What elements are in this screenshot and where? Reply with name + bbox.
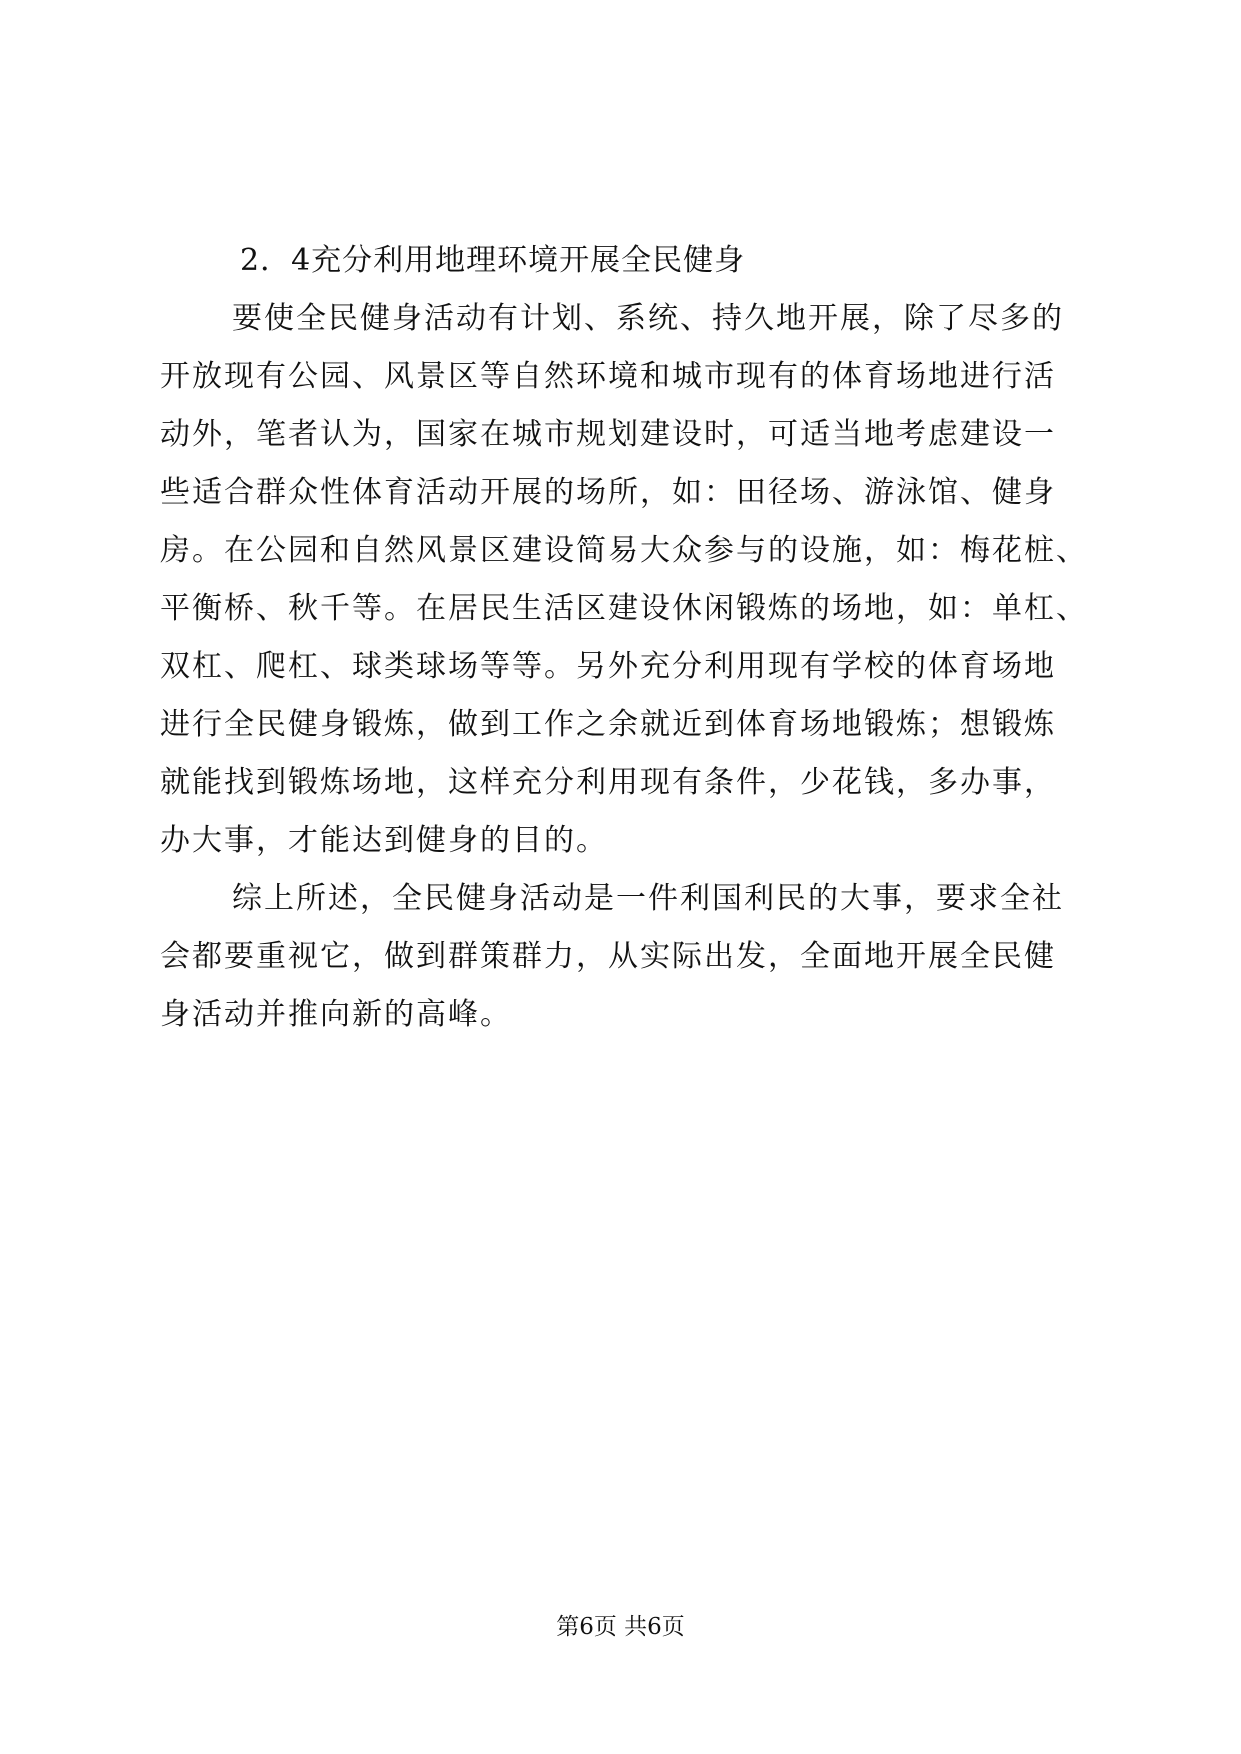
paragraph-line: 双杠、爬杠、球类球场等等。另外充分利用现有学校的体育场地 [160, 649, 1056, 684]
paragraph-line: 些适合群众性体育活动开展的场所，如：田径场、游泳馆、健身 [160, 475, 1056, 510]
paragraph-line: 动外，笔者认为，国家在城市规划建设时，可适当地考虑建设一 [160, 417, 1056, 452]
paragraph-line: 进行全民健身锻炼，做到工作之余就近到体育场地锻炼；想锻炼 [160, 707, 1056, 742]
paragraph-facilities [160, 290, 1088, 870]
page-number-footer: 第6页 共6页 [556, 1614, 685, 1640]
paragraph-line: 会都要重视它，做到群策群力，从实际出发，全面地开展全民健 [160, 939, 1056, 974]
paragraph-line: 房。在公园和自然风景区建设简易大众参与的设施，如：梅花桩、 [160, 533, 1088, 568]
paragraph-line: 身活动并推向新的高峰。 [160, 997, 512, 1032]
paragraph-line: 综上所述，全民健身活动是一件利国利民的大事，要求全社 [232, 881, 1064, 916]
paragraph-line: 就能找到锻炼场地，这样充分利用现有条件，少花钱，多办事， [160, 765, 1056, 800]
paragraph-conclusion [160, 870, 1082, 1044]
paragraph-line: 平衡桥、秋千等。在居民生活区建设休闲锻炼的场地，如：单杠、 [160, 591, 1088, 626]
section-heading: 2．4充分利用地理环境开展全民健身 [240, 243, 746, 278]
paragraph-line: 开放现有公园、风景区等自然环境和城市现有的体育场地进行活 [160, 359, 1056, 394]
paragraph-line: 办大事，才能达到健身的目的。 [160, 823, 608, 858]
paragraph-line: 要使全民健身活动有计划、系统、持久地开展，除了尽多的 [232, 301, 1064, 336]
document-body [160, 232, 1088, 1044]
